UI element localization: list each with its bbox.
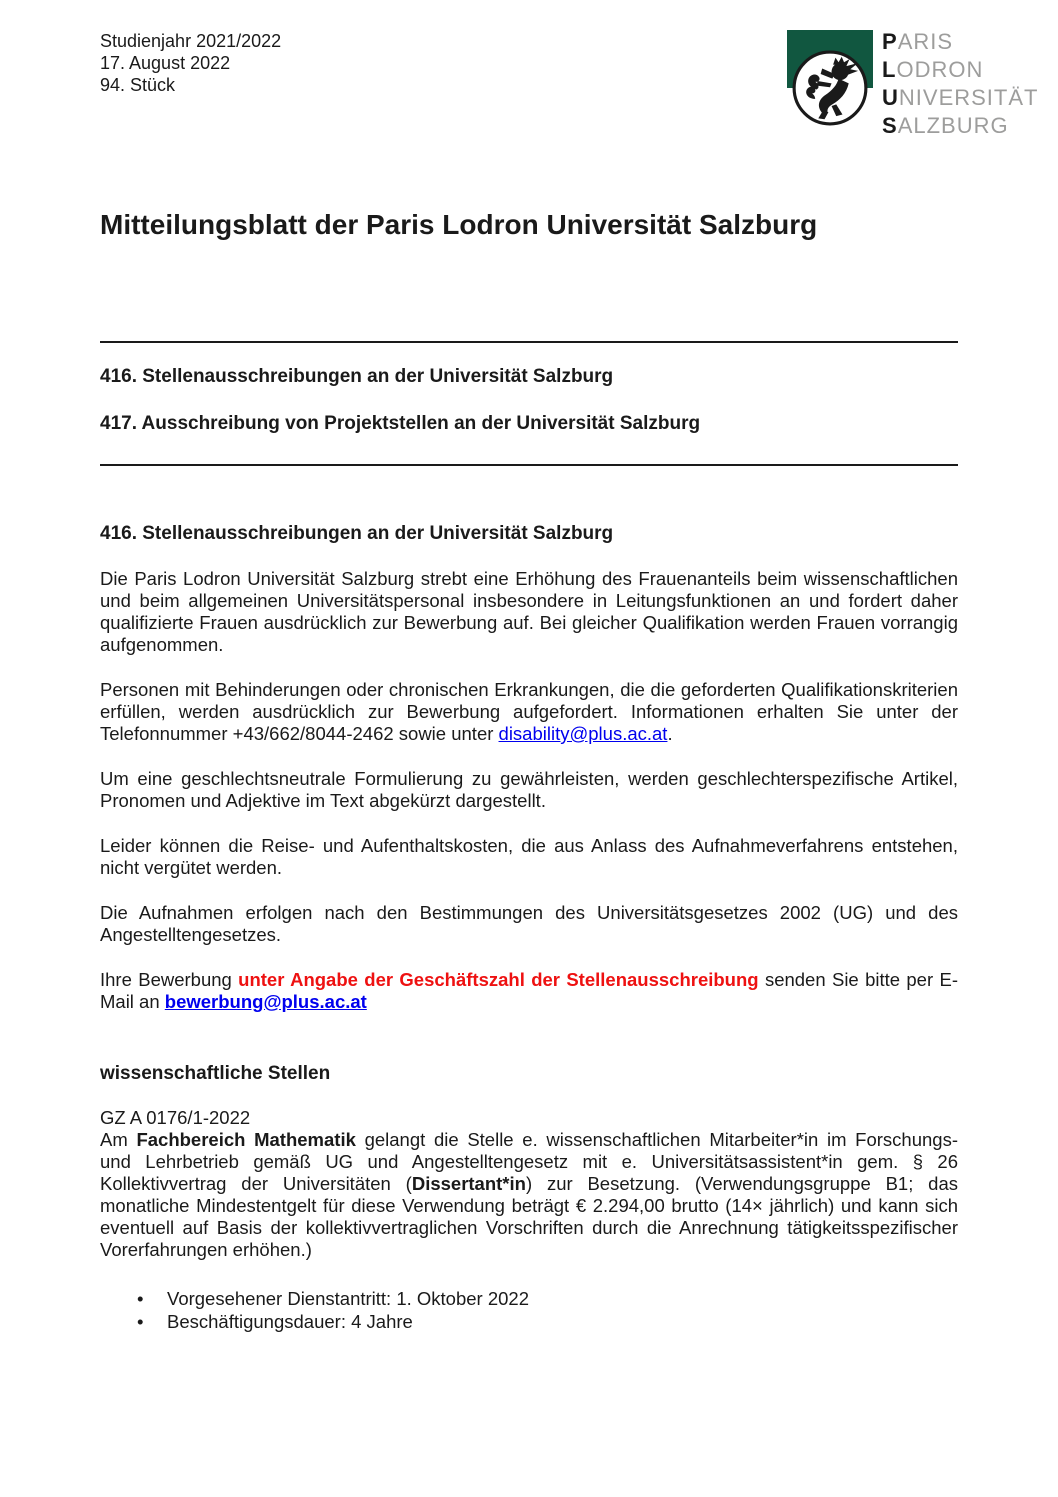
divider-bottom [100, 464, 958, 466]
text-segment: Am [100, 1129, 137, 1150]
section-heading-416: 416. Stellenausschreibungen an der Universität Salzburg [100, 523, 614, 544]
paragraph-disability [100, 679, 958, 745]
text-segment: gelangt die Stelle e. wissenschaftlichen Mitarbeiter*in im Forschungs- und Lehrbetrieb gemäß UG und Angestelltengesetz mit e. Universitätsassistent*in gem. § 26 Kollektivvertrag der Universitäten ( [100, 1129, 958, 1194]
email-link[interactable]: bewerbung@plus.ac.at [164, 991, 367, 1012]
text-segment: Fachbereich Mathematik [136, 1129, 356, 1150]
issue-number: 94. Stück [100, 75, 176, 95]
text-segment: . [667, 723, 673, 744]
document-body [100, 523, 958, 1333]
logo-word-lodron: LODRON [882, 57, 984, 82]
logo-word-paris: PARIS [882, 29, 954, 54]
logo-wordmark [882, 28, 1038, 140]
text-segment: Personen mit Behinderungen oder chronischen Erkrankungen, die die geforderten Qualifikationskriterien erfüllen, werden ausdrücklich zur Bewerbung aufgefordert. Informationen erhalten Sie unter der Telefonnummer +43/662/8044-2462 sowie unter [100, 679, 958, 744]
job-gz-number: GZ A 0176/1-2022 [100, 1107, 251, 1128]
salzburg-lion-seal-icon [791, 49, 869, 127]
paragraph-travel-costs [100, 835, 958, 879]
job-posting [100, 1107, 958, 1333]
text-segment: Um eine geschlechtsneutrale Formulierung zu gewährleisten, werden geschlechterspezifische Artikel, Pronomen und Adjektive im Text abgekürzt dargestellt. [100, 768, 958, 811]
issue-date: 17. August 2022 [100, 53, 231, 73]
logo-word-salzburg: SALZBURG [882, 113, 1009, 138]
paragraph-gender-neutral [100, 768, 958, 812]
job-description [100, 1129, 958, 1260]
text-segment: ) zur Besetzung. (Verwendungsgruppe B1; das monatliche Mindestentgelt für diese Verwendung beträgt € 2.294,00 brutto (14× jährlich) und kann sich eventuell auf Basis der kollektivvertraglichen Vorschriften durch die Anrechnung tätigkeitsspezifischer Vorerfahrungen erhöhen.) [100, 1173, 958, 1260]
list-item: • Beschäftigungsdauer: 4 Jahre [100, 1310, 958, 1333]
subheading-wissenschaftliche-stellen: wissenschaftliche Stellen [100, 1063, 331, 1084]
toc-entry-417: 417. Ausschreibung von Projektstellen an der Universität Salzburg [100, 413, 701, 434]
paragraph-equality [100, 568, 958, 656]
text-segment: unter Angabe der Geschäftszahl der Stellenausschreibung [238, 969, 759, 990]
toc-entry-416: 416. Stellenausschreibungen an der Universität Salzburg [100, 366, 614, 387]
text-segment: Ihre Bewerbung [100, 969, 239, 990]
issue-meta [100, 30, 281, 96]
paragraph-legal-basis [100, 902, 958, 946]
text-segment: Dissertant*in [411, 1173, 526, 1194]
plus-university-logo [787, 28, 1047, 138]
text-segment: senden Sie bitte per E-Mail an [100, 969, 958, 1012]
page-title: Mitteilungsblatt der Paris Lodron Universität Salzburg [100, 208, 818, 240]
job-bullet-list [100, 1287, 958, 1333]
list-item: • Vorgesehener Dienstantritt: 1. Oktober 2022 [100, 1287, 958, 1310]
issue-studienjahr: Studienjahr 2021/2022 [100, 31, 282, 51]
text-segment: Die Aufnahmen erfolgen nach den Bestimmungen des Universitätsgesetzes 2002 (UG) und des Angestelltengesetzes. [100, 902, 958, 945]
email-link[interactable]: disability@plus.ac.at [498, 723, 668, 744]
text-segment: Die Paris Lodron Universität Salzburg strebt eine Erhöhung des Frauenanteils beim wissenschaftlichen und beim allgemeinen Universitätspersonal insbesondere in Leitungsfunktionen an und fordert daher qualifizierte Frauen ausdrücklich zur Bewerbung auf. Bei gleicher Qualifikation werden Frauen vorrangig aufgenommen. [100, 568, 958, 655]
divider-top [100, 341, 958, 343]
logo-word-universitaet: UNIVERSITÄT [882, 85, 1039, 110]
text-segment: Leider können die Reise- und Aufenthaltskosten, die aus Anlass des Aufnahmeverfahrens entstehen, nicht vergütet werden. [100, 835, 958, 878]
paragraph-application [100, 969, 958, 1013]
